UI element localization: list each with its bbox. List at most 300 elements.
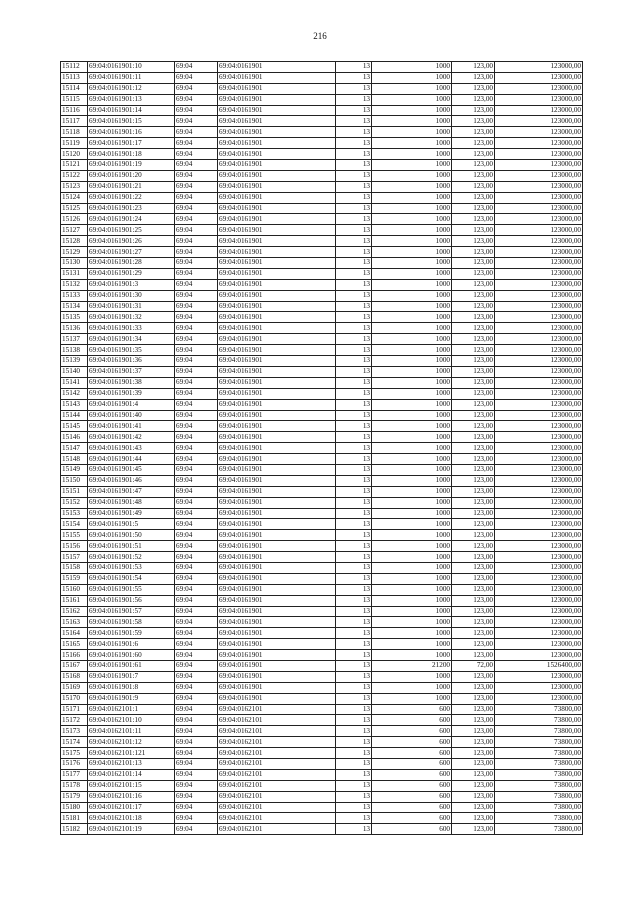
sum-cell: 123000,00 bbox=[495, 497, 583, 508]
cadastral-number-cell: 69:04:0162101:1 bbox=[88, 704, 175, 715]
area-cell: 600 bbox=[372, 802, 452, 813]
cadastral-number-cell: 69:04:0161901:23 bbox=[88, 203, 175, 214]
region-code-cell: 69:04 bbox=[175, 138, 218, 149]
rate-cell: 123,00 bbox=[452, 584, 495, 595]
type-code-cell: 13 bbox=[336, 127, 372, 138]
rate-cell: 123,00 bbox=[452, 72, 495, 83]
type-code-cell: 13 bbox=[336, 726, 372, 737]
area-cell: 1000 bbox=[372, 388, 452, 399]
region-code-cell: 69:04 bbox=[175, 225, 218, 236]
area-cell: 1000 bbox=[372, 149, 452, 160]
cadastral-block-cell: 69:04:0161901 bbox=[218, 127, 336, 138]
table-row bbox=[61, 214, 583, 225]
rate-cell: 123,00 bbox=[452, 715, 495, 726]
region-code-cell: 69:04 bbox=[175, 748, 218, 759]
rate-cell: 123,00 bbox=[452, 454, 495, 465]
region-code-cell: 69:04 bbox=[175, 552, 218, 563]
area-cell: 1000 bbox=[372, 617, 452, 628]
region-code-cell: 69:04 bbox=[175, 693, 218, 704]
cadastral-number-cell: 69:04:0161901:8 bbox=[88, 682, 175, 693]
type-code-cell: 13 bbox=[336, 780, 372, 791]
row-number: 15127 bbox=[61, 225, 88, 236]
cadastral-number-cell: 69:04:0161901:9 bbox=[88, 693, 175, 704]
type-code-cell: 13 bbox=[336, 671, 372, 682]
area-cell: 1000 bbox=[372, 170, 452, 181]
region-code-cell: 69:04 bbox=[175, 432, 218, 443]
row-number: 15161 bbox=[61, 595, 88, 606]
region-code-cell: 69:04 bbox=[175, 530, 218, 541]
area-cell: 1000 bbox=[372, 258, 452, 269]
cadastral-number-cell: 69:04:0161901:21 bbox=[88, 181, 175, 192]
row-number: 15129 bbox=[61, 247, 88, 258]
rate-cell: 123,00 bbox=[452, 541, 495, 552]
table-row bbox=[61, 660, 583, 671]
area-cell: 1000 bbox=[372, 83, 452, 94]
row-number: 15115 bbox=[61, 94, 88, 105]
row-number: 15182 bbox=[61, 824, 88, 835]
cadastral-number-cell: 69:04:0161901:10 bbox=[88, 62, 175, 73]
type-code-cell: 13 bbox=[336, 203, 372, 214]
area-cell: 1000 bbox=[372, 377, 452, 388]
type-code-cell: 13 bbox=[336, 356, 372, 367]
rate-cell: 123,00 bbox=[452, 748, 495, 759]
cadastral-block-cell: 69:04:0162101 bbox=[218, 748, 336, 759]
sum-cell: 123000,00 bbox=[495, 519, 583, 530]
rate-cell: 123,00 bbox=[452, 83, 495, 94]
table-row bbox=[61, 704, 583, 715]
table-row bbox=[61, 486, 583, 497]
cadastral-number-cell: 69:04:0161901:48 bbox=[88, 497, 175, 508]
area-cell: 1000 bbox=[372, 203, 452, 214]
rate-cell: 123,00 bbox=[452, 301, 495, 312]
sum-cell: 123000,00 bbox=[495, 399, 583, 410]
region-code-cell: 69:04 bbox=[175, 660, 218, 671]
table-row bbox=[61, 475, 583, 486]
sum-cell: 123000,00 bbox=[495, 94, 583, 105]
area-cell: 1000 bbox=[372, 236, 452, 247]
type-code-cell: 13 bbox=[336, 377, 372, 388]
rate-cell: 123,00 bbox=[452, 421, 495, 432]
rate-cell: 123,00 bbox=[452, 247, 495, 258]
region-code-cell: 69:04 bbox=[175, 258, 218, 269]
cadastral-number-cell: 69:04:0161901:29 bbox=[88, 268, 175, 279]
type-code-cell: 13 bbox=[336, 388, 372, 399]
rate-cell: 123,00 bbox=[452, 94, 495, 105]
table-row bbox=[61, 258, 583, 269]
rate-cell: 123,00 bbox=[452, 682, 495, 693]
cadastral-block-cell: 69:04:0162101 bbox=[218, 759, 336, 770]
table-row bbox=[61, 813, 583, 824]
rate-cell: 123,00 bbox=[452, 323, 495, 334]
area-cell: 1000 bbox=[372, 693, 452, 704]
rate-cell: 123,00 bbox=[452, 606, 495, 617]
area-cell: 1000 bbox=[372, 421, 452, 432]
area-cell: 600 bbox=[372, 769, 452, 780]
row-number: 15118 bbox=[61, 127, 88, 138]
rate-cell: 123,00 bbox=[452, 138, 495, 149]
cadastral-number-cell: 69:04:0162101:16 bbox=[88, 791, 175, 802]
region-code-cell: 69:04 bbox=[175, 704, 218, 715]
type-code-cell: 13 bbox=[336, 759, 372, 770]
row-number: 15122 bbox=[61, 170, 88, 181]
cadastral-block-cell: 69:04:0161901 bbox=[218, 247, 336, 258]
row-number: 15181 bbox=[61, 813, 88, 824]
cadastral-block-cell: 69:04:0161901 bbox=[218, 192, 336, 203]
sum-cell: 123000,00 bbox=[495, 258, 583, 269]
row-number: 15171 bbox=[61, 704, 88, 715]
cadastral-block-cell: 69:04:0161901 bbox=[218, 323, 336, 334]
table-row bbox=[61, 464, 583, 475]
cadastral-number-cell: 69:04:0161901:50 bbox=[88, 530, 175, 541]
region-code-cell: 69:04 bbox=[175, 813, 218, 824]
sum-cell: 123000,00 bbox=[495, 301, 583, 312]
area-cell: 600 bbox=[372, 726, 452, 737]
cadastral-number-cell: 69:04:0161901:17 bbox=[88, 138, 175, 149]
cadastral-number-cell: 69:04:0161901:36 bbox=[88, 356, 175, 367]
cadastral-block-cell: 69:04:0161901 bbox=[218, 62, 336, 73]
row-number: 15121 bbox=[61, 160, 88, 171]
sum-cell: 123000,00 bbox=[495, 693, 583, 704]
sum-cell: 73800,00 bbox=[495, 769, 583, 780]
cadastral-number-cell: 69:04:0162101:15 bbox=[88, 780, 175, 791]
cadastral-number-cell: 69:04:0161901:31 bbox=[88, 301, 175, 312]
cadastral-number-cell: 69:04:0161901:49 bbox=[88, 508, 175, 519]
cadastral-block-cell: 69:04:0161901 bbox=[218, 573, 336, 584]
sum-cell: 123000,00 bbox=[495, 366, 583, 377]
table-row bbox=[61, 138, 583, 149]
area-cell: 1000 bbox=[372, 682, 452, 693]
rate-cell: 123,00 bbox=[452, 519, 495, 530]
rate-cell: 123,00 bbox=[452, 203, 495, 214]
table-row bbox=[61, 312, 583, 323]
cadastral-number-cell: 69:04:0161901:38 bbox=[88, 377, 175, 388]
type-code-cell: 13 bbox=[336, 617, 372, 628]
cadastral-number-cell: 69:04:0161901:25 bbox=[88, 225, 175, 236]
cadastral-block-cell: 69:04:0162101 bbox=[218, 802, 336, 813]
rate-cell: 123,00 bbox=[452, 759, 495, 770]
cadastral-number-cell: 69:04:0161901:28 bbox=[88, 258, 175, 269]
cadastral-number-cell: 69:04:0162101:19 bbox=[88, 824, 175, 835]
region-code-cell: 69:04 bbox=[175, 410, 218, 421]
sum-cell: 73800,00 bbox=[495, 726, 583, 737]
cadastral-block-cell: 69:04:0161901 bbox=[218, 236, 336, 247]
sum-cell: 123000,00 bbox=[495, 225, 583, 236]
table-row bbox=[61, 748, 583, 759]
sum-cell: 123000,00 bbox=[495, 214, 583, 225]
rate-cell: 123,00 bbox=[452, 639, 495, 650]
area-cell: 1000 bbox=[372, 606, 452, 617]
type-code-cell: 13 bbox=[336, 323, 372, 334]
cadastral-block-cell: 69:04:0161901 bbox=[218, 356, 336, 367]
type-code-cell: 13 bbox=[336, 105, 372, 116]
region-code-cell: 69:04 bbox=[175, 105, 218, 116]
region-code-cell: 69:04 bbox=[175, 345, 218, 356]
region-code-cell: 69:04 bbox=[175, 737, 218, 748]
type-code-cell: 13 bbox=[336, 562, 372, 573]
region-code-cell: 69:04 bbox=[175, 203, 218, 214]
rate-cell: 123,00 bbox=[452, 486, 495, 497]
cadastral-block-cell: 69:04:0161901 bbox=[218, 486, 336, 497]
cadastral-number-cell: 69:04:0161901:18 bbox=[88, 149, 175, 160]
cadastral-block-cell: 69:04:0161901 bbox=[218, 584, 336, 595]
region-code-cell: 69:04 bbox=[175, 562, 218, 573]
area-cell: 1000 bbox=[372, 160, 452, 171]
sum-cell: 123000,00 bbox=[495, 72, 583, 83]
rate-cell: 123,00 bbox=[452, 377, 495, 388]
rate-cell: 123,00 bbox=[452, 290, 495, 301]
type-code-cell: 13 bbox=[336, 214, 372, 225]
area-cell: 600 bbox=[372, 737, 452, 748]
region-code-cell: 69:04 bbox=[175, 682, 218, 693]
area-cell: 1000 bbox=[372, 94, 452, 105]
cadastral-block-cell: 69:04:0161901 bbox=[218, 203, 336, 214]
area-cell: 1000 bbox=[372, 105, 452, 116]
sum-cell: 123000,00 bbox=[495, 105, 583, 116]
area-cell: 1000 bbox=[372, 595, 452, 606]
table-row bbox=[61, 388, 583, 399]
type-code-cell: 13 bbox=[336, 247, 372, 258]
table-row bbox=[61, 791, 583, 802]
region-code-cell: 69:04 bbox=[175, 802, 218, 813]
type-code-cell: 13 bbox=[336, 606, 372, 617]
cadastral-block-cell: 69:04:0162101 bbox=[218, 726, 336, 737]
table-row bbox=[61, 149, 583, 160]
table-row bbox=[61, 160, 583, 171]
table-row bbox=[61, 421, 583, 432]
area-cell: 1000 bbox=[372, 508, 452, 519]
type-code-cell: 13 bbox=[336, 813, 372, 824]
area-cell: 1000 bbox=[372, 671, 452, 682]
sum-cell: 123000,00 bbox=[495, 290, 583, 301]
type-code-cell: 13 bbox=[336, 715, 372, 726]
table-row bbox=[61, 726, 583, 737]
area-cell: 600 bbox=[372, 748, 452, 759]
cadastral-number-cell: 69:04:0161901:27 bbox=[88, 247, 175, 258]
type-code-cell: 13 bbox=[336, 650, 372, 661]
row-number: 15141 bbox=[61, 377, 88, 388]
type-code-cell: 13 bbox=[336, 432, 372, 443]
cadastral-block-cell: 69:04:0161901 bbox=[218, 693, 336, 704]
sum-cell: 123000,00 bbox=[495, 595, 583, 606]
cadastral-block-cell: 69:04:0162101 bbox=[218, 769, 336, 780]
cadastral-block-cell: 69:04:0161901 bbox=[218, 377, 336, 388]
region-code-cell: 69:04 bbox=[175, 181, 218, 192]
region-code-cell: 69:04 bbox=[175, 116, 218, 127]
cadastral-number-cell: 69:04:0161901:60 bbox=[88, 650, 175, 661]
rate-cell: 123,00 bbox=[452, 279, 495, 290]
cadastral-block-cell: 69:04:0161901 bbox=[218, 410, 336, 421]
sum-cell: 73800,00 bbox=[495, 759, 583, 770]
area-cell: 600 bbox=[372, 780, 452, 791]
rate-cell: 123,00 bbox=[452, 552, 495, 563]
rate-cell: 123,00 bbox=[452, 160, 495, 171]
row-number: 15125 bbox=[61, 203, 88, 214]
rate-cell: 123,00 bbox=[452, 443, 495, 454]
row-number: 15168 bbox=[61, 671, 88, 682]
row-number: 15144 bbox=[61, 410, 88, 421]
row-number: 15164 bbox=[61, 628, 88, 639]
sum-cell: 123000,00 bbox=[495, 377, 583, 388]
row-number: 15175 bbox=[61, 748, 88, 759]
sum-cell: 123000,00 bbox=[495, 388, 583, 399]
row-number: 15155 bbox=[61, 530, 88, 541]
rate-cell: 123,00 bbox=[452, 726, 495, 737]
sum-cell: 123000,00 bbox=[495, 464, 583, 475]
rate-cell: 123,00 bbox=[452, 508, 495, 519]
row-number: 15174 bbox=[61, 737, 88, 748]
row-number: 15142 bbox=[61, 388, 88, 399]
rate-cell: 123,00 bbox=[452, 170, 495, 181]
cadastral-number-cell: 69:04:0161901:7 bbox=[88, 671, 175, 682]
cadastral-number-cell: 69:04:0162101:121 bbox=[88, 748, 175, 759]
table-row bbox=[61, 639, 583, 650]
cadastral-number-cell: 69:04:0161901:39 bbox=[88, 388, 175, 399]
sum-cell: 123000,00 bbox=[495, 628, 583, 639]
row-number: 15138 bbox=[61, 345, 88, 356]
table-row bbox=[61, 410, 583, 421]
table-row bbox=[61, 127, 583, 138]
rate-cell: 123,00 bbox=[452, 628, 495, 639]
type-code-cell: 13 bbox=[336, 660, 372, 671]
table-row bbox=[61, 345, 583, 356]
table-row bbox=[61, 541, 583, 552]
cadastral-number-cell: 69:04:0161901:12 bbox=[88, 83, 175, 94]
cadastral-number-cell: 69:04:0162101:11 bbox=[88, 726, 175, 737]
type-code-cell: 13 bbox=[336, 704, 372, 715]
cadastral-number-cell: 69:04:0161901:5 bbox=[88, 519, 175, 530]
area-cell: 1000 bbox=[372, 268, 452, 279]
region-code-cell: 69:04 bbox=[175, 62, 218, 73]
type-code-cell: 13 bbox=[336, 737, 372, 748]
rate-cell: 123,00 bbox=[452, 388, 495, 399]
row-number: 15147 bbox=[61, 443, 88, 454]
sum-cell: 123000,00 bbox=[495, 475, 583, 486]
sum-cell: 123000,00 bbox=[495, 149, 583, 160]
row-number: 15152 bbox=[61, 497, 88, 508]
sum-cell: 123000,00 bbox=[495, 62, 583, 73]
row-number: 15165 bbox=[61, 639, 88, 650]
region-code-cell: 69:04 bbox=[175, 769, 218, 780]
table-row bbox=[61, 301, 583, 312]
row-number: 15124 bbox=[61, 192, 88, 203]
type-code-cell: 13 bbox=[336, 258, 372, 269]
cadastral-number-cell: 69:04:0161901:3 bbox=[88, 279, 175, 290]
area-cell: 600 bbox=[372, 715, 452, 726]
cadastral-block-cell: 69:04:0161901 bbox=[218, 399, 336, 410]
cadastral-block-cell: 69:04:0161901 bbox=[218, 181, 336, 192]
type-code-cell: 13 bbox=[336, 225, 372, 236]
type-code-cell: 13 bbox=[336, 83, 372, 94]
row-number: 15162 bbox=[61, 606, 88, 617]
type-code-cell: 13 bbox=[336, 72, 372, 83]
region-code-cell: 69:04 bbox=[175, 421, 218, 432]
region-code-cell: 69:04 bbox=[175, 388, 218, 399]
cadastral-block-cell: 69:04:0161901 bbox=[218, 454, 336, 465]
rate-cell: 123,00 bbox=[452, 737, 495, 748]
sum-cell: 123000,00 bbox=[495, 127, 583, 138]
area-cell: 1000 bbox=[372, 116, 452, 127]
region-code-cell: 69:04 bbox=[175, 508, 218, 519]
area-cell: 1000 bbox=[372, 497, 452, 508]
table-row bbox=[61, 72, 583, 83]
type-code-cell: 13 bbox=[336, 628, 372, 639]
rate-cell: 123,00 bbox=[452, 366, 495, 377]
sum-cell: 73800,00 bbox=[495, 704, 583, 715]
row-number: 15132 bbox=[61, 279, 88, 290]
rate-cell: 123,00 bbox=[452, 225, 495, 236]
area-cell: 1000 bbox=[372, 650, 452, 661]
sum-cell: 123000,00 bbox=[495, 345, 583, 356]
cadastral-number-cell: 69:04:0162101:14 bbox=[88, 769, 175, 780]
rate-cell: 123,00 bbox=[452, 334, 495, 345]
row-number: 15135 bbox=[61, 312, 88, 323]
table-row bbox=[61, 802, 583, 813]
row-number: 15151 bbox=[61, 486, 88, 497]
rate-cell: 123,00 bbox=[452, 345, 495, 356]
cadastral-number-cell: 69:04:0161901:51 bbox=[88, 541, 175, 552]
sum-cell: 123000,00 bbox=[495, 410, 583, 421]
cadastral-block-cell: 69:04:0161901 bbox=[218, 464, 336, 475]
sum-cell: 73800,00 bbox=[495, 813, 583, 824]
area-cell: 1000 bbox=[372, 584, 452, 595]
row-number: 15149 bbox=[61, 464, 88, 475]
table-row bbox=[61, 606, 583, 617]
table-row bbox=[61, 192, 583, 203]
cadastral-number-cell: 69:04:0161901:61 bbox=[88, 660, 175, 671]
table-row bbox=[61, 769, 583, 780]
row-number: 15137 bbox=[61, 334, 88, 345]
sum-cell: 73800,00 bbox=[495, 780, 583, 791]
region-code-cell: 69:04 bbox=[175, 301, 218, 312]
cadastral-block-cell: 69:04:0161901 bbox=[218, 432, 336, 443]
sum-cell: 123000,00 bbox=[495, 334, 583, 345]
region-code-cell: 69:04 bbox=[175, 573, 218, 584]
region-code-cell: 69:04 bbox=[175, 715, 218, 726]
type-code-cell: 13 bbox=[336, 769, 372, 780]
table-row bbox=[61, 279, 583, 290]
region-code-cell: 69:04 bbox=[175, 791, 218, 802]
cadastral-number-cell: 69:04:0161901:20 bbox=[88, 170, 175, 181]
rate-cell: 123,00 bbox=[452, 595, 495, 606]
area-cell: 1000 bbox=[372, 573, 452, 584]
type-code-cell: 13 bbox=[336, 573, 372, 584]
cadastral-number-cell: 69:04:0162101:18 bbox=[88, 813, 175, 824]
area-cell: 1000 bbox=[372, 127, 452, 138]
sum-cell: 123000,00 bbox=[495, 617, 583, 628]
table-row bbox=[61, 356, 583, 367]
cadastral-number-cell: 69:04:0161901:59 bbox=[88, 628, 175, 639]
type-code-cell: 13 bbox=[336, 116, 372, 127]
area-cell: 1000 bbox=[372, 552, 452, 563]
type-code-cell: 13 bbox=[336, 334, 372, 345]
row-number: 15159 bbox=[61, 573, 88, 584]
rate-cell: 123,00 bbox=[452, 617, 495, 628]
cadastral-block-cell: 69:04:0161901 bbox=[218, 160, 336, 171]
cadastral-number-cell: 69:04:0161901:24 bbox=[88, 214, 175, 225]
table-row bbox=[61, 715, 583, 726]
table-row bbox=[61, 562, 583, 573]
cadastral-number-cell: 69:04:0162101:10 bbox=[88, 715, 175, 726]
region-code-cell: 69:04 bbox=[175, 475, 218, 486]
cadastral-number-cell: 69:04:0161901:58 bbox=[88, 617, 175, 628]
table-row bbox=[61, 682, 583, 693]
region-code-cell: 69:04 bbox=[175, 519, 218, 530]
cadastral-block-cell: 69:04:0161901 bbox=[218, 290, 336, 301]
row-number: 15158 bbox=[61, 562, 88, 573]
table-row bbox=[61, 203, 583, 214]
area-cell: 1000 bbox=[372, 410, 452, 421]
row-number: 15133 bbox=[61, 290, 88, 301]
